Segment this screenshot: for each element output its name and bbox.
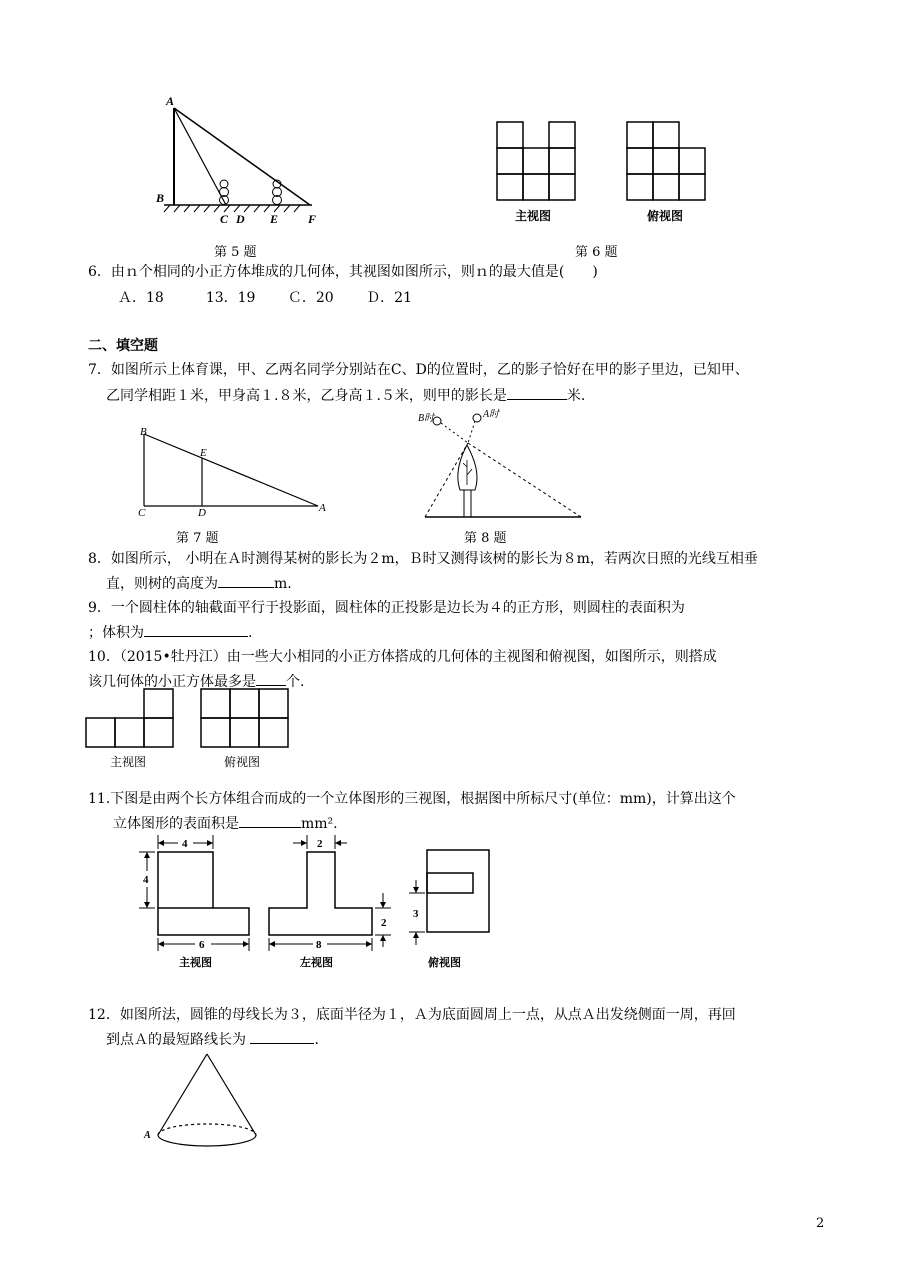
q7-text: 乙同学相距１米，甲身高１.８米，乙身高１.５米，则甲的影长是 bbox=[106, 388, 507, 404]
q11-line1: 11.下图是由两个长方体组合而成的一个立体图形的三视图，根据图中所标尺寸(单位：mm)，计算出这个 bbox=[88, 791, 736, 807]
q8-line1: 8．如图所示， 小明在Ａ时测得某树的影长为２m，Ｂ时又测得该树的影长为８m，若两次日照的光线互相垂 bbox=[88, 551, 758, 567]
q10-line1: 10．（2015•牡丹江）由一些大小相同的小正方体搭成的几何体的主视图和俯视图，如图所示，则搭成 bbox=[88, 649, 717, 665]
fig12-label-A: A bbox=[144, 1130, 151, 1141]
q11-text: 立体图形的表面积是 bbox=[113, 816, 239, 832]
fig7-label-A: A bbox=[319, 502, 326, 514]
figure-8 bbox=[415, 405, 595, 525]
q10-answer-blank[interactable] bbox=[256, 671, 286, 686]
q10-end: 个. bbox=[286, 674, 305, 690]
q11-line2 bbox=[113, 813, 338, 834]
fig6-front-label: 主视图 bbox=[515, 209, 552, 223]
q12-text: 到点Ａ的最短路线长为 bbox=[106, 1032, 251, 1048]
fig11-top-label: 俯视图 bbox=[428, 957, 461, 969]
figure-6 bbox=[495, 118, 715, 228]
fig11-dim-bottom: 6 bbox=[199, 939, 205, 951]
fig11-dim-left: 4 bbox=[143, 874, 149, 886]
q8-answer-blank[interactable] bbox=[218, 573, 274, 588]
page-number: 2 bbox=[816, 1216, 825, 1231]
q9-line2 bbox=[88, 622, 252, 643]
fig11-left-label: 左视图 bbox=[300, 957, 333, 969]
q9-end: . bbox=[248, 625, 253, 641]
fig7-label-B: B bbox=[140, 426, 147, 438]
fig11-dim-leftview-top: 2 bbox=[317, 838, 323, 850]
q11-unit: mm². bbox=[301, 816, 338, 832]
q7-line1: 7．如图所示上体育课，甲、乙两名同学分别站在C、D的位置时，乙的影子恰好在甲的影子里边，已知甲、 bbox=[88, 362, 749, 378]
fig5-caption: 第 5 题 bbox=[214, 245, 257, 260]
fig11-front-label: 主视图 bbox=[179, 957, 212, 969]
label-D: D bbox=[236, 212, 245, 226]
q12-line1: 12．如图所法，圆锥的母线长为３，底面半径为１，Ａ为底面圆周上一点，从点Ａ出发绕侧面一周，再回 bbox=[88, 1007, 736, 1023]
q9-text: ；体积为 bbox=[88, 625, 144, 641]
q11-answer-blank[interactable] bbox=[239, 813, 301, 828]
label-A: A bbox=[166, 94, 175, 108]
fig6-top-label: 俯视图 bbox=[647, 209, 684, 223]
section-title: 二、填空题 bbox=[88, 338, 158, 354]
q7-unit: 米. bbox=[566, 388, 586, 404]
figure-12 bbox=[140, 1050, 270, 1150]
fig7-caption: 第 7 题 bbox=[176, 531, 219, 546]
q6-options: Ａ．18 13．19 Ｃ．20 Ｄ．21 bbox=[118, 290, 412, 306]
fig8-label-A: A时 bbox=[483, 409, 500, 420]
label-C: C bbox=[220, 212, 229, 226]
q7-line2 bbox=[106, 385, 585, 406]
q8-line2 bbox=[106, 573, 292, 594]
figure-5 bbox=[150, 95, 330, 230]
q8-text: 直，则树的高度为 bbox=[106, 576, 218, 592]
fig11-dim-leftview-bottom: 8 bbox=[316, 939, 322, 951]
q9-answer-blank[interactable] bbox=[144, 622, 248, 637]
fig10-front-label: 主视图 bbox=[110, 755, 147, 769]
fig11-dim-topview: 3 bbox=[413, 908, 419, 920]
q12-answer-blank[interactable] bbox=[250, 1029, 314, 1044]
figure-11 bbox=[135, 835, 515, 975]
figure-7 bbox=[135, 422, 335, 522]
q9-line1: 9．一个圆柱体的轴截面平行于投影面，圆柱体的正投影是边长为４的正方形，则圆柱的表面积为 bbox=[88, 600, 685, 616]
label-F: F bbox=[308, 212, 317, 226]
fig6-caption: 第 6 题 bbox=[575, 245, 618, 260]
q8-unit: m. bbox=[274, 576, 292, 592]
q7-answer-blank[interactable] bbox=[507, 385, 567, 400]
fig7-label-D: D bbox=[198, 507, 206, 519]
q10-text: 该几何体的小正方体最多是 bbox=[88, 674, 256, 690]
label-E: E bbox=[270, 212, 279, 226]
fig8-caption: 第 8 题 bbox=[464, 531, 507, 546]
q12-end: . bbox=[314, 1032, 319, 1048]
fig8-label-B: B时 bbox=[418, 413, 435, 424]
figure-10 bbox=[84, 688, 304, 773]
fig7-label-C: C bbox=[138, 507, 146, 519]
fig10-top-label: 俯视图 bbox=[224, 755, 261, 769]
q6-text: 6．由ｎ个相同的小正方体堆成的几何体，其视图如图所示，则ｎ的最大值是( ) bbox=[88, 264, 598, 280]
fig11-dim-top: 4 bbox=[182, 838, 188, 850]
q12-line2 bbox=[106, 1029, 319, 1050]
label-B: B bbox=[156, 191, 165, 205]
fig7-label-E: E bbox=[200, 447, 207, 459]
fig11-dim-right: 2 bbox=[381, 917, 387, 929]
